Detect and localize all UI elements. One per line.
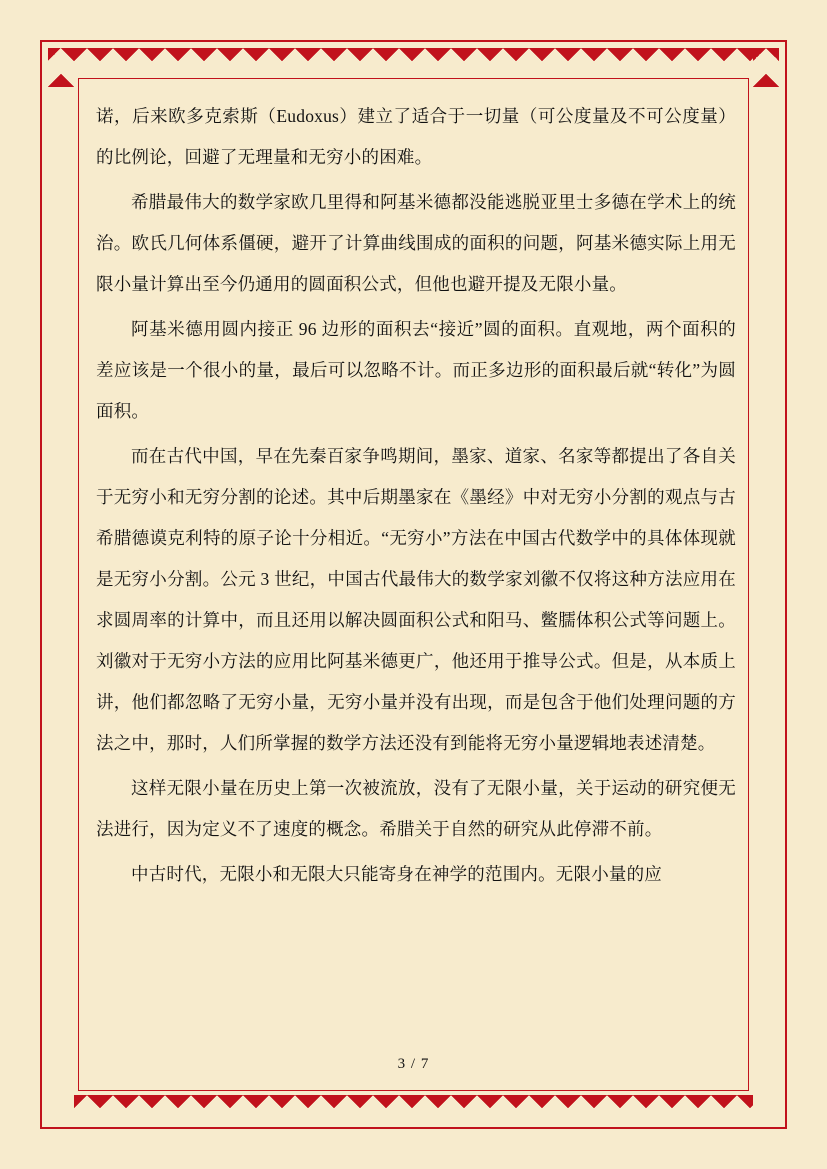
zigzag-band-left xyxy=(48,48,74,1121)
document-body xyxy=(96,96,736,899)
zigzag-band-top xyxy=(48,48,779,74)
page-number: 3 / 7 xyxy=(397,1056,430,1072)
paragraph: 这样无限小量在历史上第一次被流放，没有了无限小量，关于运动的研究便无法进行，因为定义不了速度的概念。希腊关于自然的研究从此停滞不前。 xyxy=(96,778,736,839)
paragraph: 诺，后来欧多克索斯（Eudoxus）建立了适合于一切量（可公度量及不可公度量）的比例论，回避了无理量和无穷小的困难。 xyxy=(96,106,736,167)
paragraph: 阿基米德用圆内接正 96 边形的面积去“接近”圆的面积。直观地，两个面积的差应该是一个很小的量，最后可以忽略不计。而正多边形的面积最后就“转化”为圆面积。 xyxy=(96,319,736,421)
zigzag-band-right xyxy=(753,48,779,1121)
paragraph: 而在古代中国，早在先秦百家争鸣期间，墨家、道家、名家等都提出了各自关于无穷小和无穷分割的论述。其中后期墨家在《墨经》中对无穷小分割的观点与古希腊德谟克利特的原子论十分相近。“无穷小”方法在中国古代数学中的具体体现就是无穷小分割。公元 3 世纪，中国古代最伟大的数学家刘徽不仅将这种方法应用在求圆周率的计算中，而且还用以解决圆面积公式和阳马、鳖臑体积公式等问题上。刘徽对于无穷小方法的应用比阿基米德更广，他还用于推导公式。但是，从本质上讲，他们都忽略了无穷小量，无穷小量并没有出现，而是包含于他们处理问题的方法之中，那时，人们所掌握的数学方法还没有到能将无穷小量逻辑地表述清楚。 xyxy=(96,446,736,753)
paragraph: 中古时代，无限小和无限大只能寄身在神学的范围内。无限小量的应 xyxy=(131,864,662,884)
zigzag-band-bottom xyxy=(48,1095,779,1121)
paragraph: 希腊最伟大的数学家欧几里得和阿基米德都没能逃脱亚里士多德在学术上的统治。欧氏几何体系僵硬，避开了计算曲线围成的面积的问题，阿基米德实际上用无限小量计算出至今仍通用的圆面积公式，但他也避开提及无限小量。 xyxy=(96,192,736,294)
